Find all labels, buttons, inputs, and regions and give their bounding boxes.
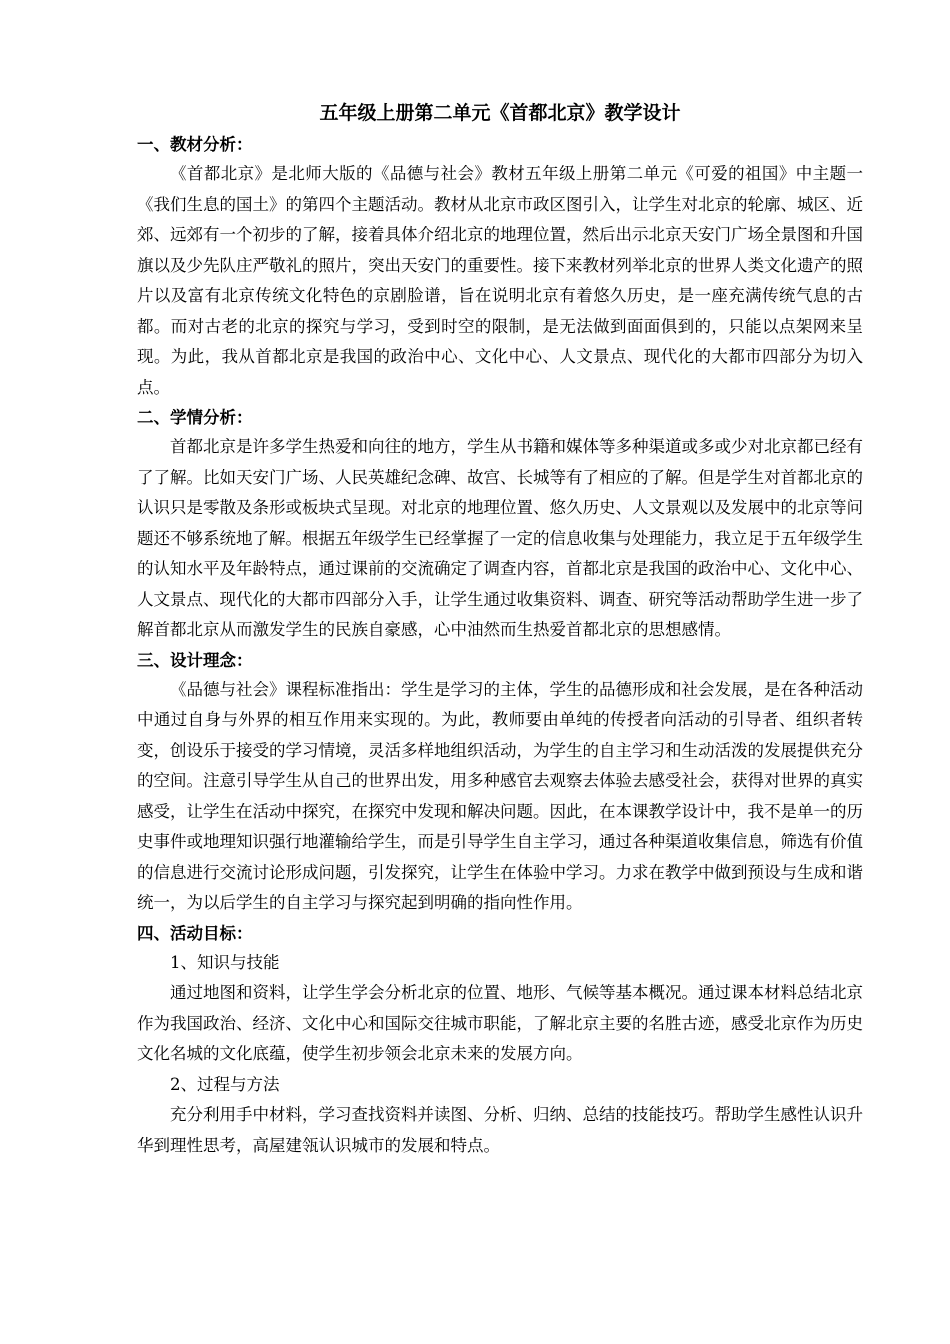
paragraph-process-methods: 充分利用手中材料，学习查找资料并读图、分析、归纳、总结的技能技巧。帮助学生感性认识升华到理性思考，高屋建瓴认识城市的发展和特点。 [137, 1105, 863, 1155]
section-heading-design-concept: 三、设计理念： [137, 650, 253, 670]
paragraph-knowledge-skills: 通过地图和资料，让学生学会分析北京的位置、地形、气候等基本概况。通过课本材料总结北京作为我国政治、经济、文化中心和国际交往城市职能，了解北京主要的名胜古迹，感受北京作为历史文化名城的文化底蕴，使学生初步领会北京未来的发展方向。 [137, 983, 863, 1063]
subheading-knowledge-skills: 1、知识与技能 [170, 952, 280, 972]
section-heading-textbook-analysis: 一、教材分析： [137, 135, 253, 154]
section-paragraph-design-concept: 《品德与社会》课程标准指出：学生是学习的主体，学生的品德形成和社会发展，是在各种活动中通过自身与外界的相互作用来实现的。为此，教师要由单纯的传授者向活动的引导者、组织者转变，创设乐于接受的学习情境，灵活多样地组织活动，为学生的自主学习和生动活泼的发展提供充分的空间。注意引导学生从自己的世界出发，用多种感官去观察去体验去感受社会，获得对世界的真实感受，让学生在活动中探究，在探究中发现和解决问题。因此，在本课教学设计中，我不是单一的历史事件或地理知识强行地灌输给学生，而是引导学生自主学习，通过各种渠道收集信息，筛选有价值的信息进行交流讨论形成问题，引发探究，让学生在体验中学习。力求在教学中做到预设与生成和谐统一，为以后学生的自主学习与探究起到明确的指向性作用。 [137, 679, 863, 912]
document-body [137, 96, 863, 1161]
section-heading-learner-analysis: 二、学情分析： [137, 408, 253, 427]
section-heading-activity-goals: 四、活动目标： [137, 923, 253, 943]
section-paragraph-textbook-analysis: 《首都北京》是北师大版的《品德与社会》教材五年级上册第二单元《可爱的祖国》中主题一《我们生息的国土》的第四个主题活动。教材从北京市政区图引入，让学生对北京的轮廓、城区、近郊、远郊有一个初步的了解，接着具体介绍北京的地理位置，然后出示北京天安门广场全景图和升国旗以及少先队庄严敬礼的照片，突出天安门的重要性。接下来教材列举北京的世界人类文化遗产的照片以及富有北京传统文化特色的京剧脸谱，旨在说明北京有着悠久历史，是一座充满传统气息的古都。而对古老的北京的探究与学习，受到时空的限制，是无法做到面面俱到的，只能以点架网来呈现。为此，我从首都北京是我国的政治中心、文化中心、人文景点、现代化的大都市四部分为切入点。 [137, 164, 863, 397]
section-paragraph-learner-analysis: 首都北京是许多学生热爱和向往的地方，学生从书籍和媒体等多种渠道或多或少对北京都已经有了了解。比如天安门广场、人民英雄纪念碑、故宫、长城等有了相应的了解。但是学生对首都北京的认识只是零散及条形或板块式呈现。对北京的地理位置、悠久历史、人文景观以及发展中的北京等问题还不够系统地了解。根据五年级学生已经掌握了一定的信息收集与处理能力，我立足于五年级学生的认知水平及年龄特点，通过课前的交流确定了调查内容，首都北京是我国的政治中心、文化中心、人文景点、现代化的大都市四部分入手，让学生通过收集资料、调查、研究等活动帮助学生进一步了解首都北京从而激发学生的民族自豪感，心中油然而生热爱首都北京的思想感情。 [137, 437, 863, 639]
subheading-process-methods: 2、过程与方法 [170, 1074, 280, 1094]
document-title: 五年级上册第二单元《首都北京》教学设计 [319, 102, 681, 124]
